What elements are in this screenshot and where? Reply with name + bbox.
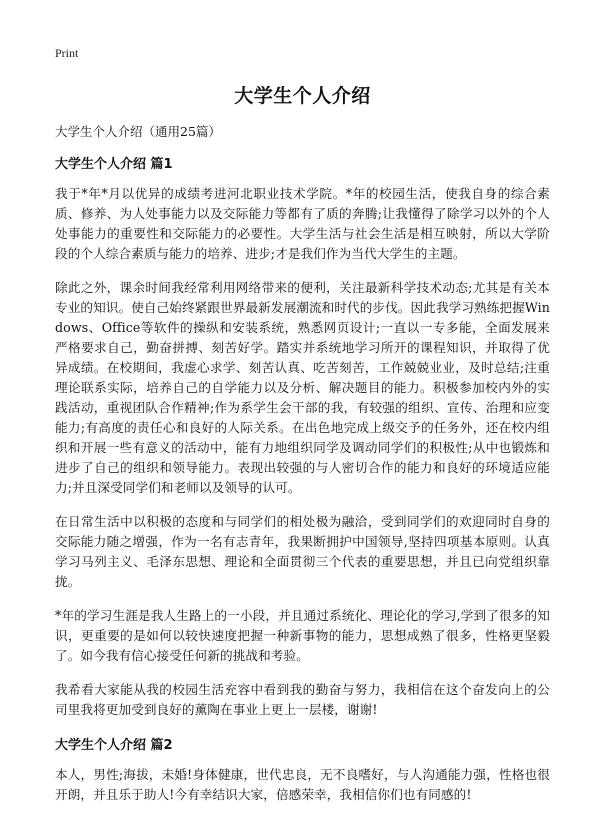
print-label[interactable]: Print: [55, 46, 79, 60]
paragraph: 本人，男性;海拔，未婚!身体健康，世代忠良，无不良嗜好，与人沟通能力强，性格也很开朗，并且乐于助人!今有幸结识大家，倍感荣幸，我相信你们也有同感的!: [55, 767, 550, 802]
section-heading: 大学生个人介绍 篇1: [55, 157, 173, 172]
paragraph: 我希看大家能从我的校园生活充容中看到我的勤奋与努力，我相信在这个奋发向上的公司里我将更加受到良好的薰陶在事业上更上一层楼，谢谢!: [55, 682, 550, 717]
document-subtitle: 大学生个人介绍（通用25篇）: [55, 124, 221, 139]
section-2: [55, 734, 550, 805]
paragraph: 在日常生活中以积极的态度和与同学们的相处极为融洽，受到同学们的欢迎同时自身的交际能力随之增强，作为一名有志青年，我果断拥护中国领导,坚持四项基本原则。认真学习马列主义、毛泽东思想、理论和全面贯彻三个代表的重要思想，并且已向党组织靠拢。: [55, 514, 550, 589]
section-1: [55, 153, 550, 720]
paragraph: *年的学习生涯是我人生路上的一小段，并且通过系统化、理论化的学习,学到了很多的知识，更重要的是如何以较快速度把握一种新事物的能力，思想成熟了很多，性格更坚毅了。如今我有信心接受任何新的挑战和考验。: [55, 608, 550, 663]
paragraph: 我于*年*月以优异的成绩考进河北职业技术学院。*年的校园生活，使我自身的综合素质、修养、为人处事能力以及交际能力等都有了质的奔腾;让我懂得了除学习以外的个人处事能力的重要性和交际能力的必要性。大学生活与社会生活是相互映射，所以大学阶段的个人综合素质与能力的培养、进步;才是我们作为当代大学生的主题。: [55, 186, 550, 261]
paragraph: 除此之外，课余时间我经常利用网络带来的便利，关注最新科学技术动态;尤其是有关本专业的知识。使自己始终紧跟世界最新发展潮流和时代的步伐。因此我学习熟练把握Windows、Office等软件的操纵和安装系统，熟悉网页设计;一直以一专多能，全面发展来严格要求自己，勤奋拼搏、刻苦好学。踏实并系统地学习所开的课程知识，并取得了优异成绩。在校期间，我虚心求学、刻苦认真、吃苦刻苦，工作兢兢业业，及时总结;注重理论联系实际，培养自己的自学能力以及分析、解决题目的能力。积极参加校内外的实践活动，重视团队合作精神;作为系学生会干部的我，有较强的组织、宣传、治理和应变能力;有高度的责任心和良好的人际关系。在出色地完成上级交予的任务外，还在校内组织和开展一些有意义的活动中，能有力地组织同学及调动同学们的积极性;从中也锻炼和进步了自己的组织和领导能力。表现出较强的与人密切合作的能力和良好的环境适应能力;并且深受同学们和老师以及领导的认可。: [55, 280, 550, 495]
document-page: [55, 46, 550, 819]
section-heading: 大学生个人介绍 篇2: [55, 738, 173, 753]
document-title: 大学生个人介绍: [234, 85, 371, 107]
